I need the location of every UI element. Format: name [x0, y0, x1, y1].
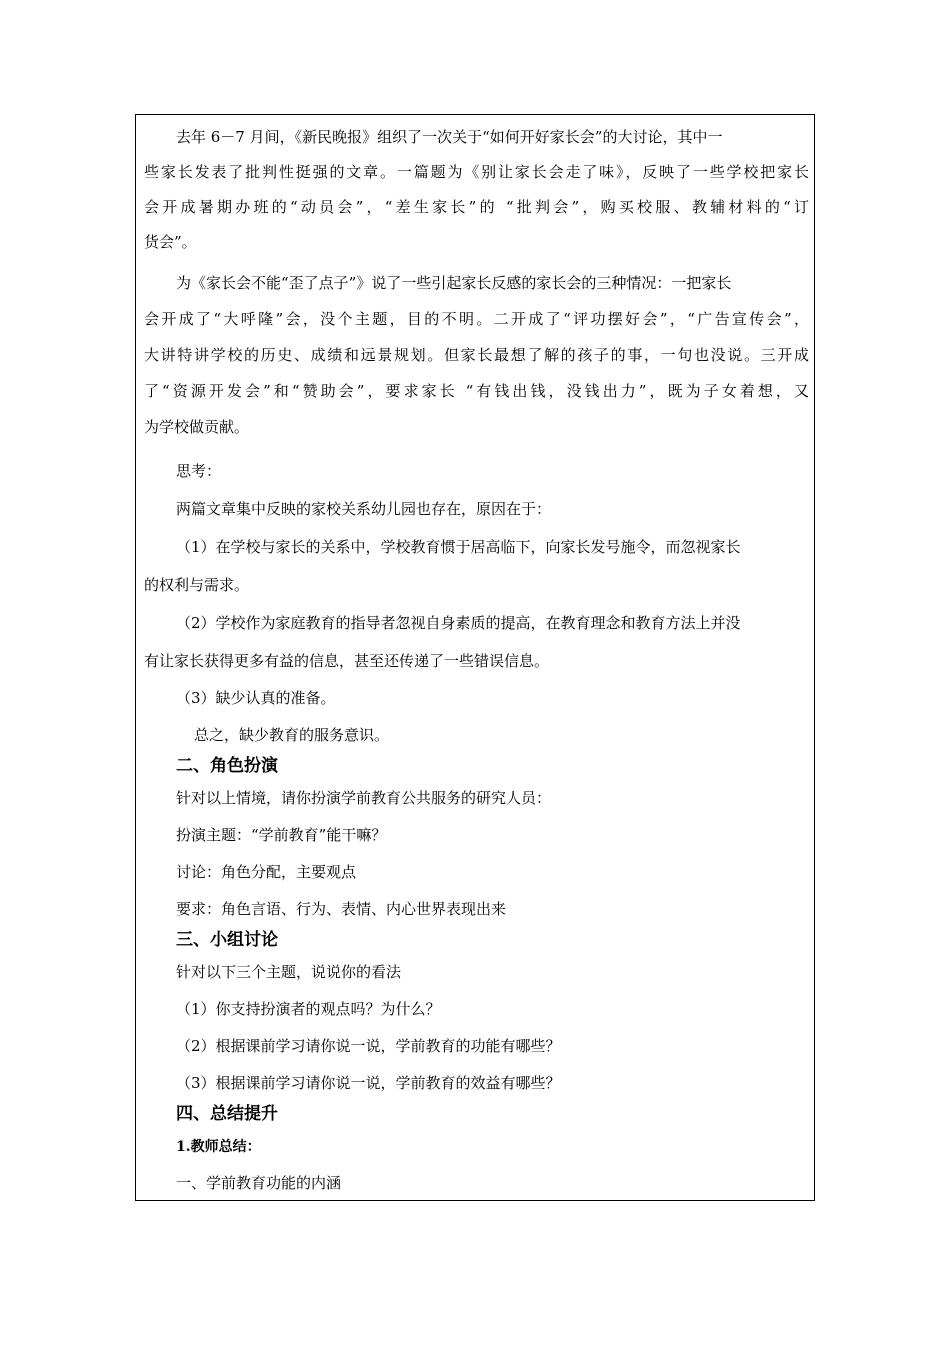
text-line: （3）根据课前学习请你说一说，学前教育的效益有哪些？ [176, 1074, 561, 1092]
text-line: 大讲特讲学校的历史、成绩和远景规划。但家长最想了解的孩子的事，一句也没说。三开成 [144, 346, 809, 364]
text-line: （2）根据课前学习请你说一说，学前教育的功能有哪些？ [176, 1037, 561, 1055]
text-line: 会开成了“大呼隆”会，没个主题，目的不明。二开成了“评功摆好会”，“广告宣传会”， [144, 310, 809, 328]
reason-line: 有让家长获得更多有益的信息，甚至还传递了一些错误信息。 [144, 652, 550, 670]
text-line: 为《家长会不能“歪了点子”》说了一些引起家长反感的家长会的三种情况：一把家长 [176, 274, 732, 292]
text-line: 扮演主题：“学前教育”能干嘛？ [176, 826, 387, 844]
text-line: （1）你支持扮演者的观点吗？为什么？ [176, 1000, 441, 1018]
section-heading: 三、小组讨论 [176, 930, 278, 950]
subsection-heading: 1.教师总结： [176, 1139, 261, 1155]
text-line: 会开成暑期办班的“动员会”，“差生家长”的 “批判会”，购买校服、教辅材料的“订 [144, 198, 809, 216]
text-line: 去年 6－7 月间，《新民晚报》组织了一次关于“如何开好家长会”的大讨论，其中一 [176, 128, 723, 146]
summary-line: 总之，缺少教育的服务意识。 [194, 726, 390, 744]
reason-line: 的权利与需求。 [144, 576, 250, 594]
text-line: 针对以上情境，请你扮演学前教育公共服务的研究人员： [176, 789, 552, 807]
text-line: 些家长发表了批判性挺强的文章。一篇题为《别让家长会走了味》，反映了一些学校把家长 [144, 163, 809, 181]
think-intro: 两篇文章集中反映的家校关系幼儿园也存在，原因在于： [176, 500, 552, 518]
section-heading: 四、总结提升 [176, 1104, 278, 1124]
text-line: 讨论：角色分配，主要观点 [176, 863, 357, 881]
text-line: 货会”。 [144, 233, 197, 251]
document-frame [135, 114, 815, 1201]
section-heading: 二、角色扮演 [176, 756, 278, 776]
text-line: 为学校做贡献。 [144, 418, 250, 436]
text-line: 要求：角色言语、行为、表情、内心世界表现出来 [176, 900, 507, 918]
think-label: 思考： [176, 462, 222, 480]
text-line: 针对以下三个主题，说说你的看法 [176, 963, 402, 981]
text-line: 了“资源开发会”和“赞助会”，要求家长 “有钱出钱，没钱出力”，既为子女着想，又 [144, 382, 809, 400]
reason-line: （1）在学校与家长的关系中，学校教育惯于居高临下，向家长发号施令，而忽视家长 [176, 538, 741, 556]
text-line: 一、学前教育功能的内涵 [176, 1174, 342, 1192]
reason-line: （3）缺少认真的准备。 [176, 689, 336, 707]
reason-line: （2）学校作为家庭教育的指导者忽视自身素质的提高，在教育理念和教育方法上并没 [176, 614, 741, 632]
